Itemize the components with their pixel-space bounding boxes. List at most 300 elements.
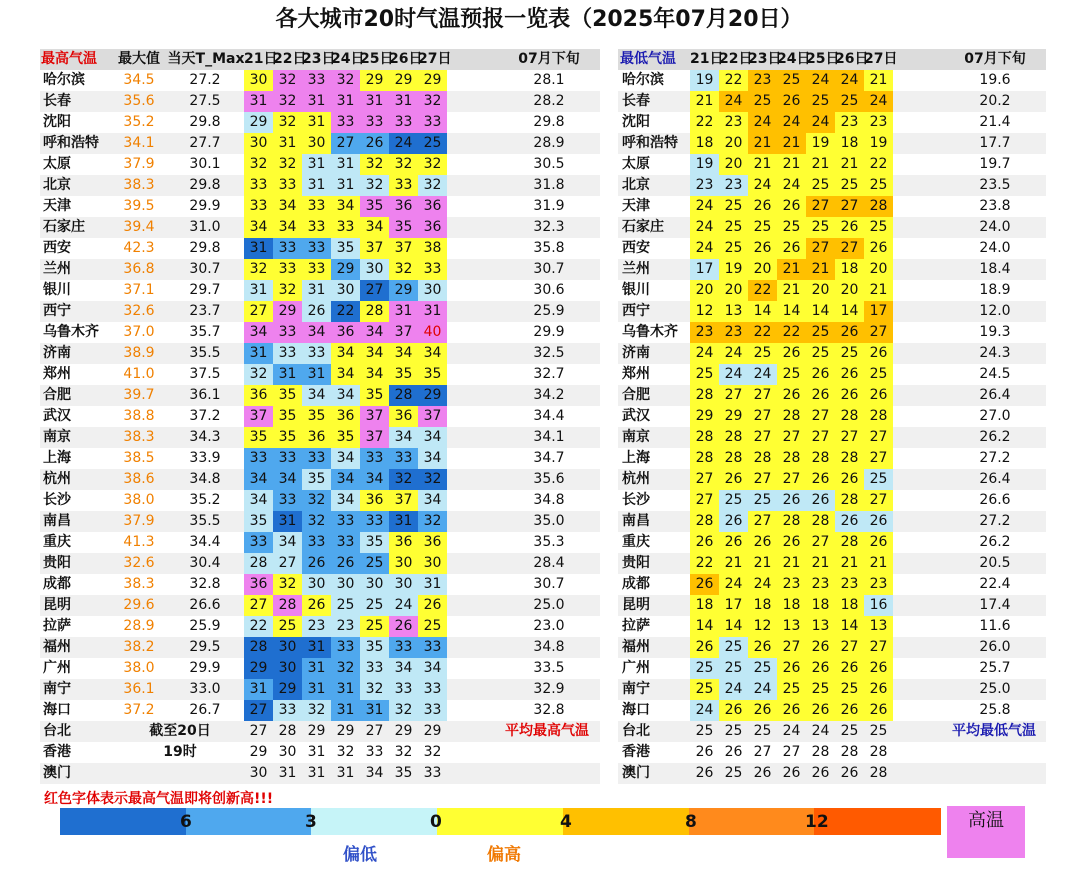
max-day-value: 26 [302, 595, 331, 616]
min-period: 27.2 [979, 513, 1011, 529]
min-day-value: 21 [806, 553, 835, 574]
min-day-value: 19 [719, 259, 748, 280]
max-day-value: 34 [244, 322, 273, 343]
max-day-value: 33 [389, 448, 418, 469]
min-period: 11.6 [979, 618, 1011, 634]
max-day-value: 31 [302, 91, 331, 112]
max-today: 30.4 [189, 555, 221, 571]
min-city: 拉萨 [622, 618, 650, 634]
max-extra-value: 27 [249, 723, 268, 739]
min-day-value: 25 [835, 175, 864, 196]
min-day-value: 25 [719, 658, 748, 679]
max-record: 38.6 [123, 471, 155, 487]
max-day-value: 25 [418, 133, 447, 154]
min-day-value: 12 [690, 301, 719, 322]
max-record: 39.5 [123, 198, 155, 214]
max-day-value: 31 [302, 637, 331, 658]
min-day-value: 14 [748, 301, 777, 322]
max-extra-value: 31 [307, 765, 326, 781]
max-day-value: 31 [418, 301, 447, 322]
max-city: 重庆 [43, 534, 71, 550]
min-day-value: 27 [748, 427, 777, 448]
max-day-value: 37 [389, 490, 418, 511]
max-day-value: 32 [389, 259, 418, 280]
min-day-value: 26 [835, 217, 864, 238]
min-day-value: 27 [806, 238, 835, 259]
max-extra-city: 香港 [43, 744, 71, 760]
max-day-value: 28 [360, 301, 389, 322]
min-day-value: 21 [806, 154, 835, 175]
max-day-value: 33 [418, 700, 447, 721]
min-header-title: 最低气温 [620, 51, 676, 67]
max-today: 35.7 [189, 324, 221, 340]
max-day-value: 33 [302, 448, 331, 469]
min-day-value: 24 [835, 70, 864, 91]
max-day-value: 32 [244, 364, 273, 385]
min-day-value: 21 [864, 70, 893, 91]
min-day-value: 25 [719, 490, 748, 511]
min-header-day: 21日 [690, 51, 724, 67]
max-city: 石家庄 [43, 219, 85, 235]
min-city: 呼和浩特 [622, 135, 678, 151]
max-record: 38.0 [123, 660, 155, 676]
max-today: 30.7 [189, 261, 221, 277]
max-extra-value: 32 [336, 744, 355, 760]
max-day-value: 32 [244, 259, 273, 280]
max-day-value: 32 [273, 280, 302, 301]
min-day-value: 26 [748, 196, 777, 217]
max-day-value: 33 [331, 511, 360, 532]
max-day-value: 36 [389, 196, 418, 217]
max-day-value: 31 [331, 679, 360, 700]
min-day-value: 25 [777, 679, 806, 700]
max-period: 32.5 [533, 345, 565, 361]
min-day-value: 26 [806, 700, 835, 721]
min-day-value: 19 [690, 70, 719, 91]
max-record: 35.2 [123, 114, 155, 130]
max-day-value: 31 [360, 700, 389, 721]
max-day-value: 36 [331, 406, 360, 427]
min-day-value: 26 [690, 637, 719, 658]
min-day-value: 26 [835, 511, 864, 532]
min-extra-value: 28 [869, 744, 888, 760]
min-period: 19.6 [979, 72, 1011, 88]
max-day-value: 31 [302, 175, 331, 196]
min-day-value: 25 [719, 196, 748, 217]
min-day-value: 21 [748, 553, 777, 574]
max-day-value: 35 [244, 427, 273, 448]
max-day-value: 33 [389, 637, 418, 658]
max-today: 29.8 [189, 240, 221, 256]
max-today: 35.2 [189, 492, 221, 508]
min-day-value: 14 [690, 616, 719, 637]
min-day-value: 24 [719, 343, 748, 364]
min-day-value: 23 [719, 112, 748, 133]
min-extra-city: 台北 [622, 723, 650, 739]
max-day-value: 27 [331, 133, 360, 154]
max-period: 30.6 [533, 282, 565, 298]
max-extra-value: 30 [249, 765, 268, 781]
min-day-value: 21 [777, 553, 806, 574]
max-city: 西安 [43, 240, 71, 256]
max-day-value: 37 [360, 406, 389, 427]
max-record: 37.9 [123, 513, 155, 529]
max-city: 乌鲁木齐 [43, 324, 99, 340]
min-day-value: 14 [835, 301, 864, 322]
max-day-value: 31 [331, 154, 360, 175]
max-header-title: 最高气温 [41, 51, 97, 67]
min-day-value: 16 [864, 595, 893, 616]
max-period: 35.3 [533, 534, 565, 550]
max-today: 31.0 [189, 219, 221, 235]
max-day-value: 32 [360, 679, 389, 700]
max-day-value: 35 [331, 427, 360, 448]
max-period: 33.5 [533, 660, 565, 676]
max-day-value: 35 [244, 511, 273, 532]
min-day-value: 26 [777, 490, 806, 511]
min-day-value: 13 [719, 301, 748, 322]
legend-tick: 3 [305, 812, 317, 832]
max-day-value: 34 [331, 196, 360, 217]
max-period: 32.9 [533, 681, 565, 697]
min-day-value: 23 [690, 175, 719, 196]
max-day-value: 31 [244, 280, 273, 301]
min-city: 长沙 [622, 492, 650, 508]
max-today: 29.9 [189, 198, 221, 214]
max-header-day: 23日 [302, 51, 336, 67]
min-day-value: 26 [777, 238, 806, 259]
max-day-value: 32 [273, 91, 302, 112]
max-extra-value: 32 [423, 744, 442, 760]
max-day-value: 35 [360, 532, 389, 553]
min-day-value: 26 [806, 490, 835, 511]
min-day-value: 21 [719, 553, 748, 574]
min-day-value: 26 [777, 196, 806, 217]
max-day-value: 34 [331, 343, 360, 364]
min-day-value: 26 [719, 511, 748, 532]
max-day-value: 34 [244, 469, 273, 490]
min-extra-value: 26 [724, 744, 743, 760]
max-period: 32.8 [533, 702, 565, 718]
max-record: 29.6 [123, 597, 155, 613]
max-day-value: 34 [273, 217, 302, 238]
max-extra-value: 29 [394, 723, 413, 739]
max-record: 38.5 [123, 450, 155, 466]
min-extra-value: 26 [753, 765, 772, 781]
min-day-value: 28 [864, 406, 893, 427]
max-today: 34.8 [189, 471, 221, 487]
max-day-value: 29 [273, 301, 302, 322]
min-day-value: 25 [806, 91, 835, 112]
min-day-value: 18 [835, 133, 864, 154]
max-day-value: 32 [331, 658, 360, 679]
min-extra-value: 24 [811, 723, 830, 739]
legend-tick: 4 [560, 812, 572, 832]
max-city: 广州 [43, 660, 71, 676]
max-today: 32.8 [189, 576, 221, 592]
max-day-value: 34 [360, 469, 389, 490]
min-day-value: 28 [777, 511, 806, 532]
max-extra-value: 30 [278, 744, 297, 760]
max-record: 41.0 [123, 366, 155, 382]
max-city: 上海 [43, 450, 71, 466]
min-day-value: 24 [719, 364, 748, 385]
max-record: 32.6 [123, 555, 155, 571]
max-today: 27.7 [189, 135, 221, 151]
min-day-value: 24 [719, 91, 748, 112]
max-header-day: 25日 [360, 51, 394, 67]
max-extra-note1: 截至20日 [149, 723, 211, 739]
max-today: 30.1 [189, 156, 221, 172]
max-city: 杭州 [43, 471, 71, 487]
min-day-value: 25 [690, 364, 719, 385]
min-day-value: 13 [806, 616, 835, 637]
max-day-value: 34 [273, 196, 302, 217]
max-day-value: 32 [302, 511, 331, 532]
max-day-value: 29 [418, 70, 447, 91]
min-day-value: 27 [835, 196, 864, 217]
max-day-value: 34 [360, 343, 389, 364]
min-day-value: 26 [748, 238, 777, 259]
min-extra-value: 28 [811, 744, 830, 760]
max-day-value: 24 [389, 133, 418, 154]
max-today: 29.8 [189, 177, 221, 193]
min-period: 26.0 [979, 639, 1011, 655]
max-record: 35.6 [123, 93, 155, 109]
min-period: 21.4 [979, 114, 1011, 130]
min-day-value: 20 [748, 259, 777, 280]
min-day-value: 27 [748, 385, 777, 406]
min-period: 20.5 [979, 555, 1011, 571]
max-day-value: 30 [360, 259, 389, 280]
max-record: 28.9 [123, 618, 155, 634]
min-period: 25.0 [979, 681, 1011, 697]
max-extra-value: 31 [307, 744, 326, 760]
max-day-value: 30 [418, 553, 447, 574]
max-day-value: 33 [331, 637, 360, 658]
max-period: 28.2 [533, 93, 565, 109]
legend-segment [311, 808, 438, 835]
min-day-value: 27 [864, 490, 893, 511]
max-day-value: 33 [302, 238, 331, 259]
max-record: 38.3 [123, 576, 155, 592]
max-day-value: 23 [331, 616, 360, 637]
legend-high-label: 偏高 [487, 845, 521, 865]
min-day-value: 21 [690, 91, 719, 112]
max-today: 37.5 [189, 366, 221, 382]
max-city: 银川 [43, 282, 71, 298]
min-day-value: 23 [835, 112, 864, 133]
min-extra-value: 26 [840, 765, 859, 781]
max-day-value: 34 [360, 322, 389, 343]
max-record: 38.2 [123, 639, 155, 655]
max-day-value: 26 [418, 595, 447, 616]
max-day-value: 30 [418, 280, 447, 301]
max-day-value: 36 [244, 385, 273, 406]
min-city: 乌鲁木齐 [622, 324, 678, 340]
min-day-value: 28 [806, 448, 835, 469]
min-day-value: 12 [748, 616, 777, 637]
max-day-value: 34 [418, 448, 447, 469]
min-extra-value: 26 [782, 765, 801, 781]
min-period: 18.9 [979, 282, 1011, 298]
min-day-value: 23 [777, 574, 806, 595]
max-city: 郑州 [43, 366, 71, 382]
max-day-value: 31 [302, 280, 331, 301]
min-day-value: 24 [690, 343, 719, 364]
min-day-value: 25 [835, 679, 864, 700]
min-day-value: 27 [864, 448, 893, 469]
min-header-day: 25日 [806, 51, 840, 67]
max-period: 30.7 [533, 576, 565, 592]
max-day-value: 34 [331, 448, 360, 469]
max-day-value: 34 [331, 364, 360, 385]
max-today: 33.0 [189, 681, 221, 697]
min-period: 25.7 [979, 660, 1011, 676]
min-day-value: 26 [835, 658, 864, 679]
max-period: 25.0 [533, 597, 565, 613]
max-day-value: 37 [418, 406, 447, 427]
min-avg-label: 平均最低气温 [952, 723, 1036, 739]
min-extra-value: 24 [782, 723, 801, 739]
max-city: 南昌 [43, 513, 71, 529]
max-record: 38.3 [123, 429, 155, 445]
max-day-value: 32 [418, 91, 447, 112]
max-today: 26.7 [189, 702, 221, 718]
max-city: 福州 [43, 639, 71, 655]
max-day-value: 33 [389, 175, 418, 196]
max-day-value: 33 [244, 532, 273, 553]
max-day-value: 28 [244, 553, 273, 574]
max-extra-city: 台北 [43, 723, 71, 739]
max-city: 长春 [43, 93, 71, 109]
min-day-value: 23 [719, 175, 748, 196]
min-day-value: 24 [748, 175, 777, 196]
max-day-value: 28 [389, 385, 418, 406]
min-city: 贵阳 [622, 555, 650, 571]
min-day-value: 18 [806, 595, 835, 616]
min-city: 上海 [622, 450, 650, 466]
min-day-value: 27 [690, 490, 719, 511]
max-day-value: 33 [244, 448, 273, 469]
min-day-value: 19 [806, 133, 835, 154]
max-day-value: 30 [273, 637, 302, 658]
min-day-value: 18 [748, 595, 777, 616]
max-day-value: 33 [273, 322, 302, 343]
max-day-value: 31 [273, 364, 302, 385]
max-extra-value: 34 [365, 765, 384, 781]
max-day-value: 28 [273, 595, 302, 616]
max-city: 昆明 [43, 597, 71, 613]
min-day-value: 25 [748, 217, 777, 238]
max-today: 29.5 [189, 639, 221, 655]
max-day-value: 29 [244, 112, 273, 133]
min-city: 合肥 [622, 387, 650, 403]
max-city: 太原 [43, 156, 71, 172]
max-day-value: 32 [360, 154, 389, 175]
max-day-value: 33 [389, 112, 418, 133]
min-period: 18.4 [979, 261, 1011, 277]
min-day-value: 29 [719, 406, 748, 427]
max-day-value: 34 [418, 490, 447, 511]
min-period: 17.4 [979, 597, 1011, 613]
legend-segment [689, 808, 816, 835]
max-record: 37.0 [123, 324, 155, 340]
max-record: 32.6 [123, 303, 155, 319]
max-period: 32.3 [533, 219, 565, 235]
min-day-value: 28 [835, 406, 864, 427]
min-day-value: 26 [835, 322, 864, 343]
max-day-value: 33 [331, 532, 360, 553]
min-day-value: 28 [806, 511, 835, 532]
max-period: 30.7 [533, 261, 565, 277]
max-today: 37.2 [189, 408, 221, 424]
min-day-value: 18 [835, 259, 864, 280]
min-day-value: 24 [690, 238, 719, 259]
max-day-value: 26 [302, 553, 331, 574]
max-day-value: 35 [273, 427, 302, 448]
min-day-value: 26 [690, 532, 719, 553]
max-day-value: 29 [244, 658, 273, 679]
max-day-value: 33 [418, 259, 447, 280]
min-period: 26.2 [979, 429, 1011, 445]
min-day-value: 23 [864, 112, 893, 133]
max-period: 34.1 [533, 429, 565, 445]
min-city: 济南 [622, 345, 650, 361]
max-city: 武汉 [43, 408, 71, 424]
max-day-value: 31 [273, 133, 302, 154]
min-extra-value: 25 [869, 723, 888, 739]
min-period: 27.2 [979, 450, 1011, 466]
min-day-value: 28 [719, 448, 748, 469]
max-day-value: 37 [244, 406, 273, 427]
min-day-value: 25 [864, 364, 893, 385]
max-period: 29.9 [533, 324, 565, 340]
min-day-value: 20 [864, 259, 893, 280]
min-day-value: 26 [864, 343, 893, 364]
min-day-value: 28 [835, 448, 864, 469]
min-day-value: 17 [690, 259, 719, 280]
max-period: 28.1 [533, 72, 565, 88]
min-day-value: 22 [690, 112, 719, 133]
min-day-value: 26 [864, 532, 893, 553]
min-day-value: 27 [806, 196, 835, 217]
max-today: 35.5 [189, 345, 221, 361]
max-day-value: 34 [302, 385, 331, 406]
max-day-value: 30 [273, 658, 302, 679]
min-period: 27.0 [979, 408, 1011, 424]
max-day-value: 32 [331, 70, 360, 91]
min-day-value: 28 [690, 427, 719, 448]
min-day-value: 20 [690, 280, 719, 301]
max-day-value: 33 [302, 343, 331, 364]
min-day-value: 27 [835, 427, 864, 448]
max-day-value: 33 [418, 679, 447, 700]
max-day-value: 33 [389, 679, 418, 700]
min-day-value: 21 [777, 154, 806, 175]
max-extra-value: 35 [394, 765, 413, 781]
min-period: 19.7 [979, 156, 1011, 172]
min-day-value: 19 [690, 154, 719, 175]
max-day-value: 30 [244, 133, 273, 154]
max-day-value: 31 [244, 238, 273, 259]
min-period: 26.4 [979, 471, 1011, 487]
min-day-value: 26 [748, 637, 777, 658]
max-day-value: 31 [418, 574, 447, 595]
min-day-value: 26 [748, 700, 777, 721]
max-header-record: 最大值 [118, 51, 160, 67]
max-period: 28.9 [533, 135, 565, 151]
